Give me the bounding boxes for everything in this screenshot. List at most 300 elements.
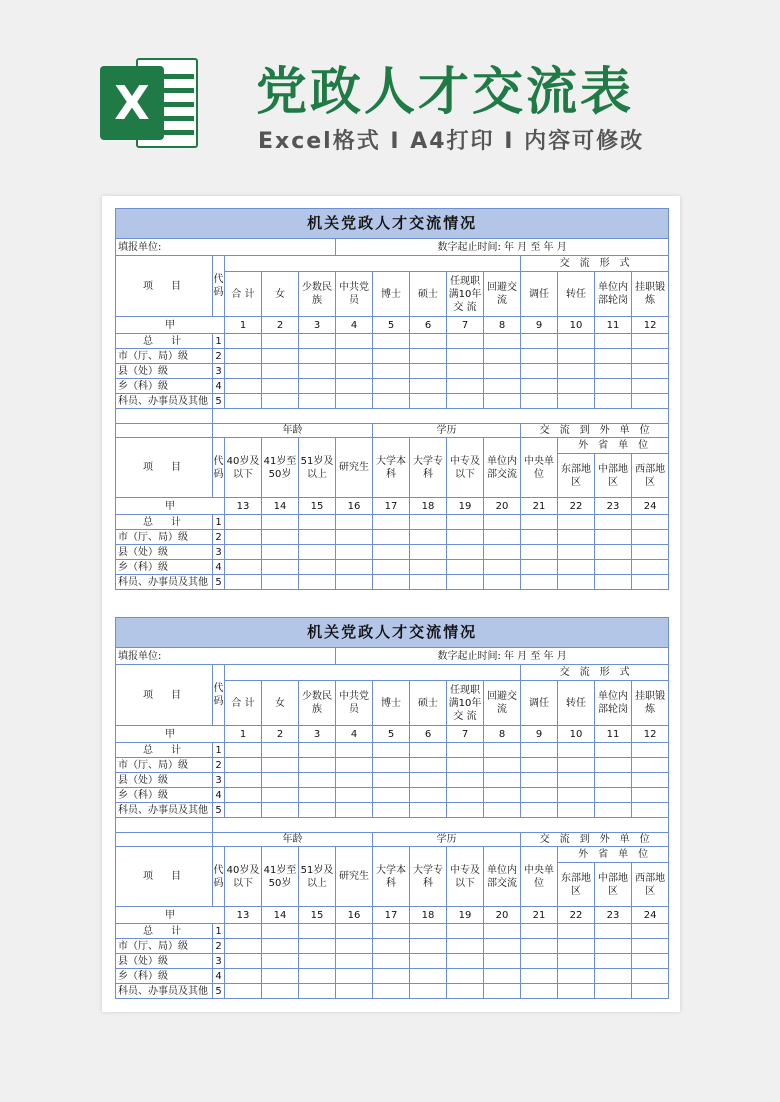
data-cell <box>262 758 299 773</box>
data-cell <box>373 349 410 364</box>
column-number: 6 <box>410 726 447 743</box>
data-cell <box>336 984 373 999</box>
column-number: 6 <box>410 317 447 334</box>
spacer-cell <box>213 818 669 833</box>
number-row <box>116 498 669 515</box>
data-cell <box>299 984 336 999</box>
outside-province-header: 外 省 单 位 <box>558 438 669 454</box>
data-cell <box>595 803 632 818</box>
data-cell <box>262 530 299 545</box>
data-cell <box>595 939 632 954</box>
data-cell <box>595 954 632 969</box>
column-header: 挂职锻炼 <box>632 272 669 317</box>
data-cell <box>447 939 484 954</box>
spacer-cell <box>213 409 669 424</box>
data-cell <box>299 575 336 590</box>
fill-unit-label: 填报单位: <box>116 648 336 665</box>
data-cell <box>299 773 336 788</box>
data-cell <box>595 334 632 349</box>
data-cell <box>521 394 558 409</box>
header-row <box>116 833 669 847</box>
column-header: 大学本科 <box>373 847 410 907</box>
row-name: 市（厅、局）级 <box>116 530 213 545</box>
data-cell <box>484 969 521 984</box>
row-code: 1 <box>213 334 225 349</box>
data-cell <box>225 560 262 575</box>
data-cell <box>484 788 521 803</box>
data-cell <box>373 939 410 954</box>
data-cell <box>299 394 336 409</box>
data-cell <box>299 364 336 379</box>
header-row <box>116 665 669 681</box>
column-header: 博士 <box>373 272 410 317</box>
column-header: 中部地区 <box>595 454 632 498</box>
column-number: 16 <box>336 498 373 515</box>
column-header: 单位内部交流 <box>484 438 521 498</box>
row-jia: 甲 <box>116 498 225 515</box>
data-cell <box>521 515 558 530</box>
data-cell <box>632 773 669 788</box>
data-cell <box>336 788 373 803</box>
data-cell <box>447 515 484 530</box>
column-header: 转任 <box>558 272 595 317</box>
column-header: 回避交流 <box>484 681 521 726</box>
data-cell <box>447 788 484 803</box>
number-row <box>116 907 669 924</box>
column-header: 研究生 <box>336 847 373 907</box>
data-cell <box>336 530 373 545</box>
data-cell <box>373 575 410 590</box>
data-cell <box>521 545 558 560</box>
data-cell <box>225 530 262 545</box>
outside-province-header: 外 省 单 位 <box>558 847 669 863</box>
data-cell <box>262 984 299 999</box>
row-name: 总 计 <box>116 515 213 530</box>
data-cell <box>336 334 373 349</box>
blank-header <box>116 424 213 438</box>
data-cell <box>225 969 262 984</box>
column-header: 中央单位 <box>521 438 558 498</box>
data-cell <box>632 743 669 758</box>
data-row <box>116 984 669 999</box>
data-cell <box>262 954 299 969</box>
data-cell <box>225 803 262 818</box>
data-cell <box>447 803 484 818</box>
row-code: 4 <box>213 379 225 394</box>
row-name: 乡（科）级 <box>116 560 213 575</box>
data-cell <box>632 560 669 575</box>
data-cell <box>558 349 595 364</box>
data-cell <box>410 349 447 364</box>
data-row <box>116 515 669 530</box>
data-cell <box>521 969 558 984</box>
data-cell <box>410 743 447 758</box>
data-cell <box>225 349 262 364</box>
data-cell <box>484 364 521 379</box>
data-cell <box>632 788 669 803</box>
column-header: 大学专科 <box>410 438 447 498</box>
column-header: 东部地区 <box>558 863 595 907</box>
data-cell <box>262 575 299 590</box>
data-row <box>116 939 669 954</box>
row-name: 乡（科）级 <box>116 788 213 803</box>
excel-logo-icon <box>100 54 200 152</box>
column-header: 单位内部交流 <box>484 847 521 907</box>
column-header: 硕士 <box>410 681 447 726</box>
column-number: 22 <box>558 498 595 515</box>
data-row <box>116 364 669 379</box>
row-code: 4 <box>213 560 225 575</box>
data-cell <box>262 773 299 788</box>
page-subtitle: Excel格式 I A4打印 I 内容可修改 <box>258 129 645 154</box>
data-cell <box>373 984 410 999</box>
data-cell <box>299 560 336 575</box>
data-cell <box>484 803 521 818</box>
education-header: 学历 <box>373 833 521 847</box>
age-header: 年龄 <box>213 424 373 438</box>
data-cell <box>336 773 373 788</box>
column-number: 12 <box>632 317 669 334</box>
column-number: 9 <box>521 726 558 743</box>
data-cell <box>373 364 410 379</box>
row-code: 1 <box>213 924 225 939</box>
row-code: 4 <box>213 969 225 984</box>
data-cell <box>632 939 669 954</box>
data-cell <box>225 575 262 590</box>
data-cell <box>410 575 447 590</box>
data-cell <box>521 758 558 773</box>
data-cell <box>595 788 632 803</box>
data-cell <box>632 575 669 590</box>
spacer-row <box>116 818 669 833</box>
data-cell <box>484 394 521 409</box>
column-number: 5 <box>373 317 410 334</box>
column-header: 女 <box>262 272 299 317</box>
row-code: 5 <box>213 984 225 999</box>
data-cell <box>373 773 410 788</box>
data-cell <box>410 334 447 349</box>
data-cell <box>595 560 632 575</box>
data-cell <box>632 530 669 545</box>
data-cell <box>373 334 410 349</box>
data-cell <box>225 515 262 530</box>
column-header: 转任 <box>558 681 595 726</box>
talent-exchange-table <box>115 617 669 999</box>
data-cell <box>225 924 262 939</box>
form-block-1 <box>115 208 668 590</box>
data-cell <box>447 924 484 939</box>
column-number: 5 <box>373 726 410 743</box>
data-cell <box>558 743 595 758</box>
data-cell <box>521 984 558 999</box>
row-jia: 甲 <box>116 726 225 743</box>
column-number: 13 <box>225 498 262 515</box>
data-cell <box>484 939 521 954</box>
data-cell <box>558 924 595 939</box>
column-header: 西部地区 <box>632 454 669 498</box>
data-cell <box>447 334 484 349</box>
data-cell <box>410 758 447 773</box>
data-cell <box>632 984 669 999</box>
column-number: 4 <box>336 317 373 334</box>
transfer-header: 交 流 到 外 单 位 <box>521 833 669 847</box>
data-cell <box>299 924 336 939</box>
data-cell <box>410 560 447 575</box>
data-cell <box>521 364 558 379</box>
column-number: 17 <box>373 907 410 924</box>
item-header: 项 目 <box>116 438 213 498</box>
data-cell <box>262 743 299 758</box>
column-number: 7 <box>447 317 484 334</box>
data-cell <box>632 334 669 349</box>
blank-header <box>225 665 521 681</box>
column-header: 单位内部轮岗 <box>595 681 632 726</box>
data-cell <box>595 758 632 773</box>
data-cell <box>484 954 521 969</box>
data-cell <box>373 954 410 969</box>
row-name: 科员、办事员及其他 <box>116 575 213 590</box>
column-header: 东部地区 <box>558 454 595 498</box>
column-header: 少数民族 <box>299 272 336 317</box>
column-header: 博士 <box>373 681 410 726</box>
data-cell <box>225 334 262 349</box>
data-cell <box>447 560 484 575</box>
data-cell <box>410 530 447 545</box>
data-cell <box>484 560 521 575</box>
column-header: 任现职满10年交 流 <box>447 272 484 317</box>
spacer-row <box>116 409 669 424</box>
column-header: 41岁至50岁 <box>262 847 299 907</box>
data-cell <box>225 984 262 999</box>
data-cell <box>447 364 484 379</box>
data-cell <box>262 349 299 364</box>
data-cell <box>632 545 669 560</box>
data-cell <box>262 515 299 530</box>
column-header: 大学专科 <box>410 847 447 907</box>
column-header: 西部地区 <box>632 863 669 907</box>
data-row <box>116 349 669 364</box>
column-number: 22 <box>558 907 595 924</box>
column-header: 少数民族 <box>299 681 336 726</box>
data-cell <box>262 364 299 379</box>
data-cell <box>262 545 299 560</box>
row-name: 总 计 <box>116 334 213 349</box>
data-cell <box>299 515 336 530</box>
data-cell <box>336 924 373 939</box>
data-cell <box>410 924 447 939</box>
table-title-row <box>116 209 669 239</box>
row-code: 2 <box>213 349 225 364</box>
age-header: 年龄 <box>213 833 373 847</box>
row-name: 县（处）级 <box>116 773 213 788</box>
data-row <box>116 575 669 590</box>
column-number: 15 <box>299 498 336 515</box>
column-header: 调任 <box>521 681 558 726</box>
data-cell <box>373 560 410 575</box>
item-header: 项 目 <box>116 256 213 317</box>
data-cell <box>336 575 373 590</box>
row-name: 科员、办事员及其他 <box>116 394 213 409</box>
data-cell <box>373 379 410 394</box>
column-number: 19 <box>447 907 484 924</box>
row-name: 县（处）级 <box>116 954 213 969</box>
data-cell <box>558 379 595 394</box>
column-header: 挂职锻炼 <box>632 681 669 726</box>
data-cell <box>410 773 447 788</box>
data-cell <box>299 349 336 364</box>
data-cell <box>373 394 410 409</box>
data-row <box>116 954 669 969</box>
data-cell <box>558 394 595 409</box>
data-cell <box>373 803 410 818</box>
column-number: 14 <box>262 498 299 515</box>
data-cell <box>336 379 373 394</box>
column-number: 11 <box>595 726 632 743</box>
fill-info-row <box>116 239 669 256</box>
column-header: 40岁及以下 <box>225 847 262 907</box>
data-cell <box>410 379 447 394</box>
row-code: 3 <box>213 545 225 560</box>
data-cell <box>336 394 373 409</box>
exchange-form-header: 交 流 形 式 <box>521 665 669 681</box>
data-row <box>116 969 669 984</box>
data-cell <box>447 773 484 788</box>
row-name: 县（处）级 <box>116 364 213 379</box>
data-cell <box>632 515 669 530</box>
data-row <box>116 803 669 818</box>
row-name: 县（处）级 <box>116 545 213 560</box>
column-number: 20 <box>484 498 521 515</box>
row-code: 5 <box>213 394 225 409</box>
data-cell <box>484 758 521 773</box>
data-cell <box>336 954 373 969</box>
data-cell <box>521 334 558 349</box>
data-cell <box>410 954 447 969</box>
data-cell <box>299 954 336 969</box>
column-header: 合 计 <box>225 272 262 317</box>
data-cell <box>410 394 447 409</box>
column-number: 19 <box>447 498 484 515</box>
column-header: 51岁及以上 <box>299 847 336 907</box>
column-number: 23 <box>595 498 632 515</box>
row-name: 乡（科）级 <box>116 969 213 984</box>
data-cell <box>225 379 262 394</box>
column-number: 16 <box>336 907 373 924</box>
data-cell <box>336 803 373 818</box>
data-cell <box>262 379 299 394</box>
data-cell <box>410 969 447 984</box>
column-number: 2 <box>262 317 299 334</box>
data-cell <box>484 924 521 939</box>
data-cell <box>632 379 669 394</box>
data-cell <box>558 969 595 984</box>
data-cell <box>558 954 595 969</box>
data-cell <box>262 924 299 939</box>
data-cell <box>558 545 595 560</box>
column-header: 41岁至50岁 <box>262 438 299 498</box>
data-row <box>116 560 669 575</box>
data-cell <box>336 969 373 984</box>
period-label: 数字起止时间: 年 月 至 年 月 <box>336 648 669 665</box>
data-cell <box>447 743 484 758</box>
data-cell <box>595 515 632 530</box>
data-row <box>116 743 669 758</box>
row-name: 市（厅、局）级 <box>116 349 213 364</box>
data-cell <box>299 788 336 803</box>
data-cell <box>558 560 595 575</box>
data-cell <box>632 969 669 984</box>
row-code: 5 <box>213 575 225 590</box>
data-cell <box>558 984 595 999</box>
number-row <box>116 726 669 743</box>
code-header: 代码 <box>213 665 225 726</box>
row-code: 2 <box>213 530 225 545</box>
data-cell <box>225 394 262 409</box>
data-cell <box>373 969 410 984</box>
data-cell <box>299 334 336 349</box>
data-cell <box>225 743 262 758</box>
data-cell <box>262 969 299 984</box>
data-cell <box>632 803 669 818</box>
column-header: 合 计 <box>225 681 262 726</box>
row-code: 3 <box>213 954 225 969</box>
column-header: 研究生 <box>336 438 373 498</box>
data-row <box>116 394 669 409</box>
data-cell <box>447 530 484 545</box>
row-code: 4 <box>213 788 225 803</box>
column-header: 中专及以下 <box>447 847 484 907</box>
data-cell <box>262 788 299 803</box>
data-cell <box>521 743 558 758</box>
data-cell <box>484 349 521 364</box>
data-cell <box>225 954 262 969</box>
column-number: 4 <box>336 726 373 743</box>
row-name: 市（厅、局）级 <box>116 758 213 773</box>
column-number: 2 <box>262 726 299 743</box>
fill-unit-label: 填报单位: <box>116 239 336 256</box>
column-number: 3 <box>299 726 336 743</box>
data-cell <box>484 379 521 394</box>
header-row <box>116 424 669 438</box>
header-row <box>116 847 669 863</box>
page-title: 党政人才交流表 <box>256 63 635 122</box>
data-cell <box>299 530 336 545</box>
column-header: 中央单位 <box>521 847 558 907</box>
data-cell <box>373 515 410 530</box>
data-cell <box>595 349 632 364</box>
column-number: 14 <box>262 907 299 924</box>
data-cell <box>595 924 632 939</box>
data-cell <box>595 773 632 788</box>
row-name: 科员、办事员及其他 <box>116 803 213 818</box>
row-code: 5 <box>213 803 225 818</box>
column-number: 24 <box>632 907 669 924</box>
spacer-cell <box>116 818 213 833</box>
row-code: 3 <box>213 364 225 379</box>
data-cell <box>484 575 521 590</box>
data-cell <box>225 545 262 560</box>
data-cell <box>336 939 373 954</box>
data-cell <box>558 803 595 818</box>
column-header: 女 <box>262 681 299 726</box>
column-number: 21 <box>521 907 558 924</box>
data-cell <box>299 743 336 758</box>
data-cell <box>373 545 410 560</box>
header-banner <box>0 0 780 196</box>
data-cell <box>484 743 521 758</box>
row-code: 1 <box>213 743 225 758</box>
fill-info-row <box>116 648 669 665</box>
